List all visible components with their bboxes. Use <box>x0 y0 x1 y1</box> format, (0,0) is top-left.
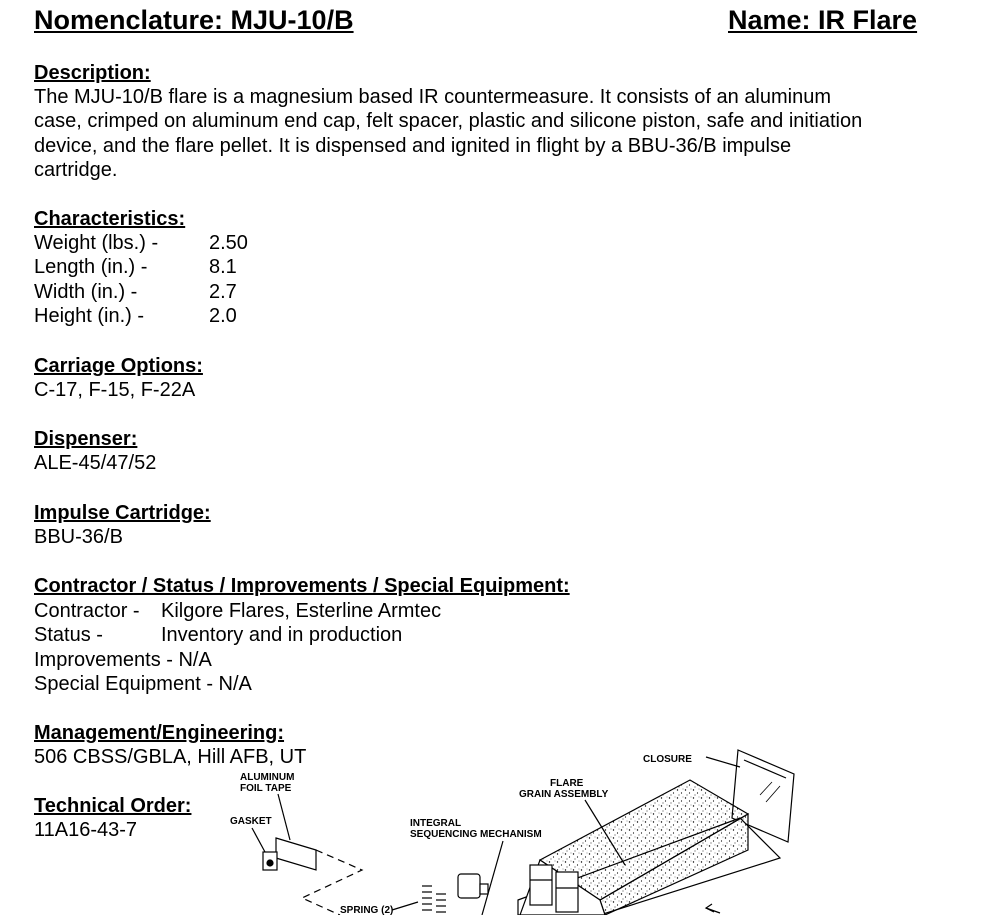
dispenser-heading: Dispenser: <box>34 428 138 450</box>
characteristic-row <box>34 255 248 279</box>
technical-order-heading: Technical Order: <box>34 795 192 817</box>
contractor-list <box>34 599 441 697</box>
flare-exploded-diagram <box>220 740 800 915</box>
characteristic-label: Weight (lbs.) - <box>34 232 159 254</box>
mechanism-block <box>556 872 578 912</box>
characteristic-row <box>34 304 248 328</box>
spring-leader <box>392 902 418 910</box>
characteristic-row <box>34 280 248 304</box>
characteristic-value: 8.1 <box>209 256 237 279</box>
status-value: Inventory and in production <box>161 624 403 647</box>
characteristic-value: 2.0 <box>209 305 237 328</box>
characteristics-heading: Characteristics: <box>34 208 186 230</box>
technical-order-value: 11A16-43-7 <box>34 819 138 841</box>
integral-label: INTEGRAL <box>410 818 462 829</box>
carriage-value: C-17, F-15, F-22A <box>34 379 196 401</box>
dispenser-value: ALE-45/47/52 <box>34 452 157 474</box>
status-label: Status - <box>34 624 103 647</box>
gasket-leader <box>252 828 265 852</box>
contractor-row <box>34 599 441 623</box>
special-equipment-row: Special Equipment - N/A <box>34 673 252 696</box>
name-title: Name: IR Flare <box>728 5 918 35</box>
closure-leader <box>706 757 740 767</box>
characteristic-label: Length (in.) - <box>34 256 148 279</box>
aluminum-label: ALUMINUM <box>240 772 295 783</box>
management-heading: Management/Engineering: <box>34 722 285 744</box>
nomenclature-title: Nomenclature: MJU-10/B <box>34 5 354 35</box>
foil-tape <box>276 838 316 870</box>
gasket-label: GASKET <box>230 816 272 827</box>
improvements-row: Improvements - N/A <box>34 648 212 671</box>
description-line: case, crimped on aluminum end cap, felt spacer, plastic and silicone piston, safe and initiation <box>34 110 863 133</box>
impulse-heading: Impulse Cartridge: <box>34 502 211 524</box>
contractor-label: Contractor - <box>34 600 140 622</box>
management-value: 506 CBSS/GBLA, Hill AFB, UT <box>34 746 307 768</box>
foil-tape-label: FOIL TAPE <box>240 783 292 794</box>
sequencing-mechanism-label: SEQUENCING MECHANISM <box>410 829 542 840</box>
description-line: The MJU-10/B flare is a magnesium based IR countermeasure. It consists of an aluminum <box>34 86 832 108</box>
characteristics-list <box>34 231 248 329</box>
spring-label: SPRING (2) <box>340 905 394 915</box>
arrow-head <box>706 904 714 912</box>
description-line: cartridge. <box>34 159 118 182</box>
flare-label: FLARE <box>550 778 584 789</box>
spring <box>436 894 446 912</box>
contractor-heading: Contractor / Status / Improvements / Special Equipment: <box>34 575 570 597</box>
characteristic-value: 2.7 <box>209 280 237 303</box>
status-row <box>34 623 441 647</box>
characteristic-row <box>34 231 248 255</box>
description-heading: Description: <box>34 62 151 84</box>
carriage-heading: Carriage Options: <box>34 355 203 377</box>
impulse-value: BBU-36/B <box>34 526 123 548</box>
characteristic-label: Height (in.) - <box>34 305 145 328</box>
mechanism-block <box>530 865 552 905</box>
characteristic-value: 2.50 <box>209 232 248 254</box>
spring <box>422 886 432 910</box>
contractor-value: Kilgore Flares, Esterline Armtec <box>161 600 442 622</box>
sequencing-knob <box>458 874 480 898</box>
closure-label: CLOSURE <box>643 754 692 765</box>
grain-assembly-label: GRAIN ASSEMBLY <box>519 789 609 800</box>
foil-tape-leader <box>278 794 290 840</box>
characteristic-label: Width (in.) - <box>34 280 138 303</box>
mechanism-leader <box>482 841 503 915</box>
description-line: device, and the flare pellet. It is dispensed and ignited in flight by a BBU-36/B impulse <box>34 134 792 157</box>
description-text <box>34 85 862 183</box>
